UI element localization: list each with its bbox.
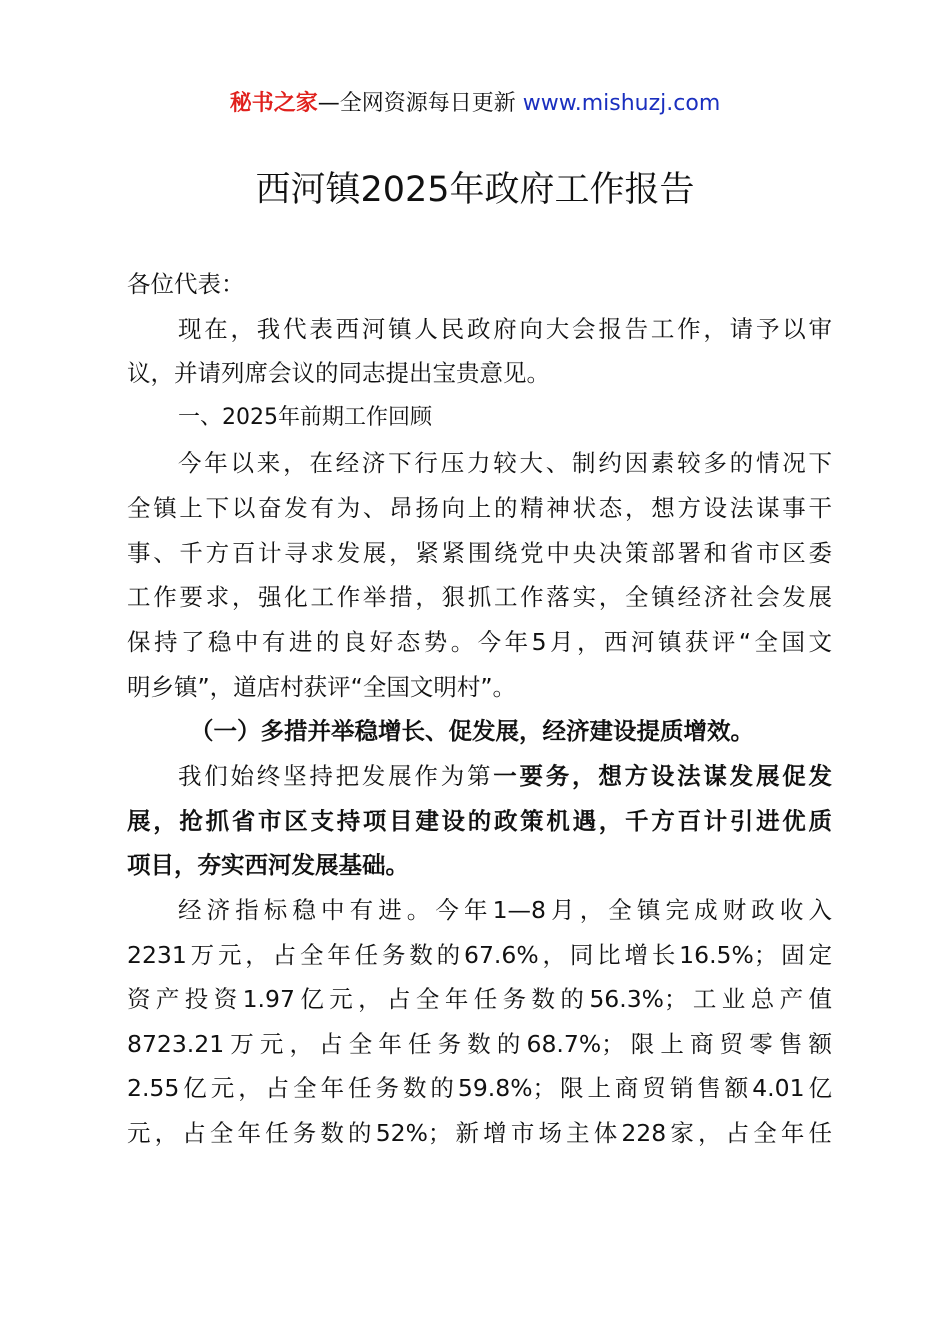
- paragraph-line-bold: 展，抢抓省市区支持项目建设的政策机遇，千方百计引进优质: [127, 807, 832, 835]
- salutation: 各位代表：: [127, 270, 245, 298]
- paragraph-line: 2.55亿元，占全年任务数的59.8%；限上商贸销售额4.01亿: [127, 1074, 832, 1102]
- paragraph-line: 事、千方百计寻求发展，紧紧围绕党中央决策部署和省市区委: [127, 539, 832, 567]
- paragraph-line: 今年以来，在经济下行压力较大、制约因素较多的情况下: [178, 449, 832, 477]
- paragraph-line: [178, 761, 832, 791]
- paragraph-line: 保持了稳中有进的良好态势。今年5月，西河镇获评“全国文: [127, 628, 832, 656]
- watermark-header: [0, 88, 950, 120]
- paragraph-line: 经济指标稳中有进。今年1—8月，全镇完成财政收入: [178, 896, 832, 924]
- brand-name: 秘书之家: [229, 91, 318, 116]
- paragraph-line: 议，并请列席会议的同志提出宝贵意见。: [127, 359, 550, 387]
- paragraph-line: 元，占全年任务数的52%；新增市场主体228家，占全年任: [127, 1119, 832, 1147]
- paragraph-line: 现在，我代表西河镇人民政府向大会报告工作，请予以审: [178, 315, 832, 343]
- paragraph-line: 2231万元，占全年任务数的67.6%，同比增长16.5%；固定: [127, 941, 832, 969]
- text-normal: 我们始终坚持把发展作为第: [178, 762, 494, 790]
- paragraph-line: 明乡镇”，道店村获评“全国文明村”。: [127, 673, 517, 701]
- subsection-heading: （一）多措并举稳增长、促发展，经济建设提质增效。: [190, 717, 754, 745]
- text-bold: 一要务，想方设法谋发展促发: [493, 762, 832, 790]
- paragraph-line: 8723.21万元，占全年任务数的68.7%；限上商贸零售额: [127, 1030, 832, 1058]
- site-url-link[interactable]: www.mishuzj.com: [522, 91, 721, 116]
- paragraph-line: 全镇上下以奋发有为、昂扬向上的精神状态，想方设法谋事干: [127, 494, 832, 522]
- section-heading: 一、2025年前期工作回顾: [178, 405, 432, 430]
- paragraph-line: 工作要求，强化工作举措，狠抓工作落实，全镇经济社会发展: [127, 583, 832, 611]
- paragraph-line: 资产投资1.97亿元，占全年任务数的56.3%；工业总产值: [127, 985, 832, 1013]
- document-title: 西河镇2025年政府工作报告: [255, 170, 695, 210]
- header-slogan: —全网资源每日更新: [317, 91, 523, 116]
- paragraph-line-bold: 项目，夯实西河发展基础。: [127, 851, 409, 879]
